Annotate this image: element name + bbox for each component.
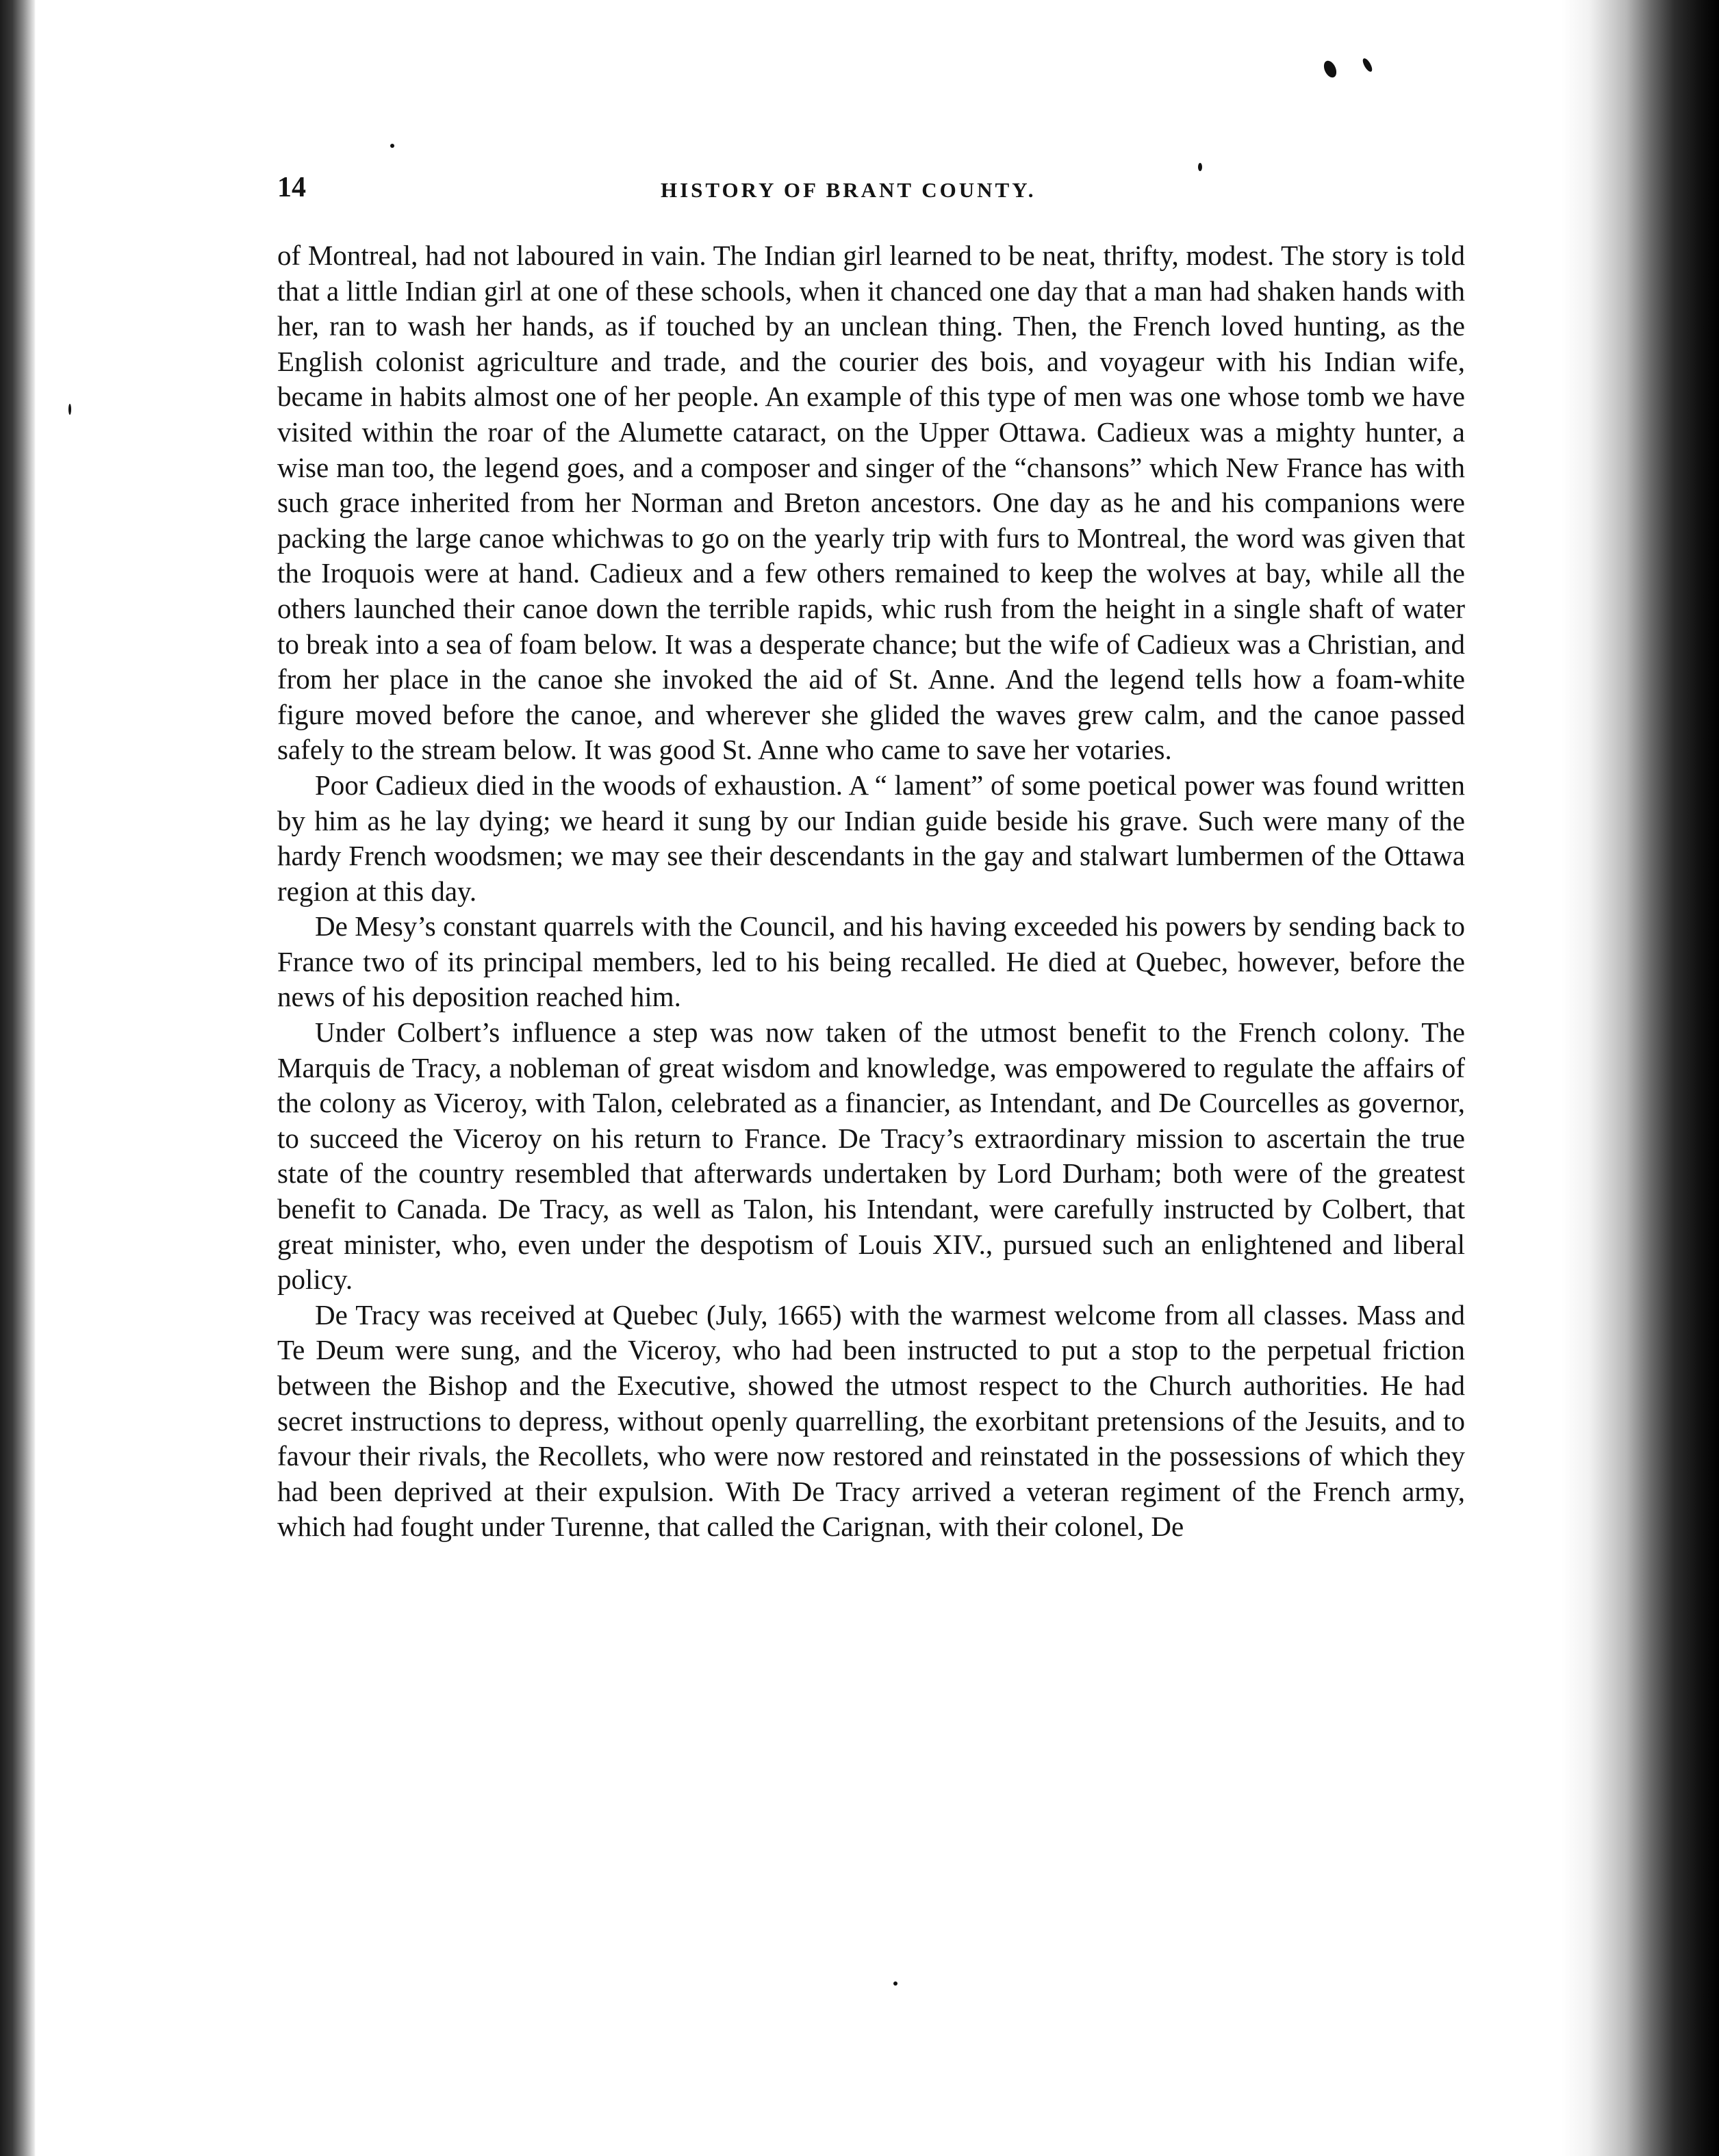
page-number: 14 [277, 172, 306, 203]
scan-right-edge [1562, 0, 1719, 2156]
ink-speck [68, 404, 71, 415]
ink-speck [1198, 163, 1202, 171]
ink-speck [390, 144, 394, 148]
paragraph: of Montreal, had not laboured in vain. The Indian girl learned to be neat, thrifty, modest. The story is told that a little Indian girl at one of these schools, when it chanced one day that a man had shaken hands with her, ran to wash her hands, as if touched by an unclean thing. Then, the French loved hunting, as the English colonist agriculture and trade, and the courier des bois, and voyageur with his Indian wife, became in habits almost one of her people. An example of this type of men was one whose tomb we have visited within the roar of the Alumette cataract, on the Upper Ottawa. Cadieux was a mighty hunter, a wise man too, the legend goes, and a composer and singer of the “chansons” which New France has with such grace inherited from her Norman and Breton ancestors. One day as he and his companions were packing the large canoe whichwas to go on the yearly trip with furs to Montreal, the word was given that the Iroquois were at hand. Cadieux and a few others remained to keep the wolves at bay, while all the others launched their canoe down the terrible rapids, whic rush from the height in a single shaft of water to break into a sea of foam below. It was a desperate chance; but the wife of Cadieux was a Christian, and from her place in the canoe she invoked the aid of St. Anne. And the legend tells how a foam-white figure moved before the canoe, and wherever she glided the waves grew calm, and the canoe passed safely to the stream below. It was good St. Anne who came to save her votaries. [277, 240, 1465, 766]
paragraph: De Tracy was received at Quebec (July, 1665) with the warmest welcome from all classes. Mass and Te Deum were sung, and the Viceroy, who had been instructed to put a stop to the perpetual friction between the Bishop and the Executive, showed the utmost respect to the Church authorities. He had secret instructions to depress, without openly quarrelling, the exorbitant pretensions of the Jesuits, and to favour their rivals, the Recollets, who were now restored and reinstated in the possessions of which they had been deprived at their expulsion. With De Tracy arrived a veteran regiment of the French army, which had fought under Turenne, that called the Carignan, with their colonel, De [277, 1298, 1465, 1543]
paragraph: Under Colbert’s influence a step was now taken of the utmost benefit to the French colony. The Marquis de Tracy, a nobleman of great wisdom and knowledge, was empowered to regulate the affairs of the colony as Viceroy, with Talon, celebrated as a financier, as Intendant, and De Courcelles as governor, to succeed the Viceroy on his return to France. De Tracy’s extraordinary mission to ascertain the true state of the country resembled that afterwards undertaken by Lord Durham; both were of the greatest benefit to Canada. De Tracy, as well as Talon, his Intendant, were carefully instructed by Colbert, that great minister, who, even under the despotism of Louis XIV., pursued such an enlightened and liberal policy. [277, 1016, 1465, 1296]
body-text [277, 238, 1465, 1545]
running-head [277, 171, 1465, 219]
running-title: HISTORY OF BRANT COUNTY. [661, 178, 1036, 202]
book-page [277, 171, 1465, 2005]
scan-left-edge [0, 0, 36, 2156]
paragraph: Poor Cadieux died in the woods of exhaustion. A “ lament” of some poetical power was found written by him as he lay dying; we heard it sung by our Indian guide beside his grave. Such were many of the hardy French woodsmen; we may see their descendants in the gay and stalwart lumbermen of the Ottawa region at this day. [277, 769, 1465, 907]
paragraph: De Mesy’s constant quarrels with the Council, and his having exceeded his powers by sending back to France two of its principal members, led to his being recalled. He died at Quebec, however, before the news of his deposition reached him. [277, 910, 1465, 1013]
ink-speck [1321, 59, 1338, 79]
ink-speck [1361, 57, 1374, 73]
